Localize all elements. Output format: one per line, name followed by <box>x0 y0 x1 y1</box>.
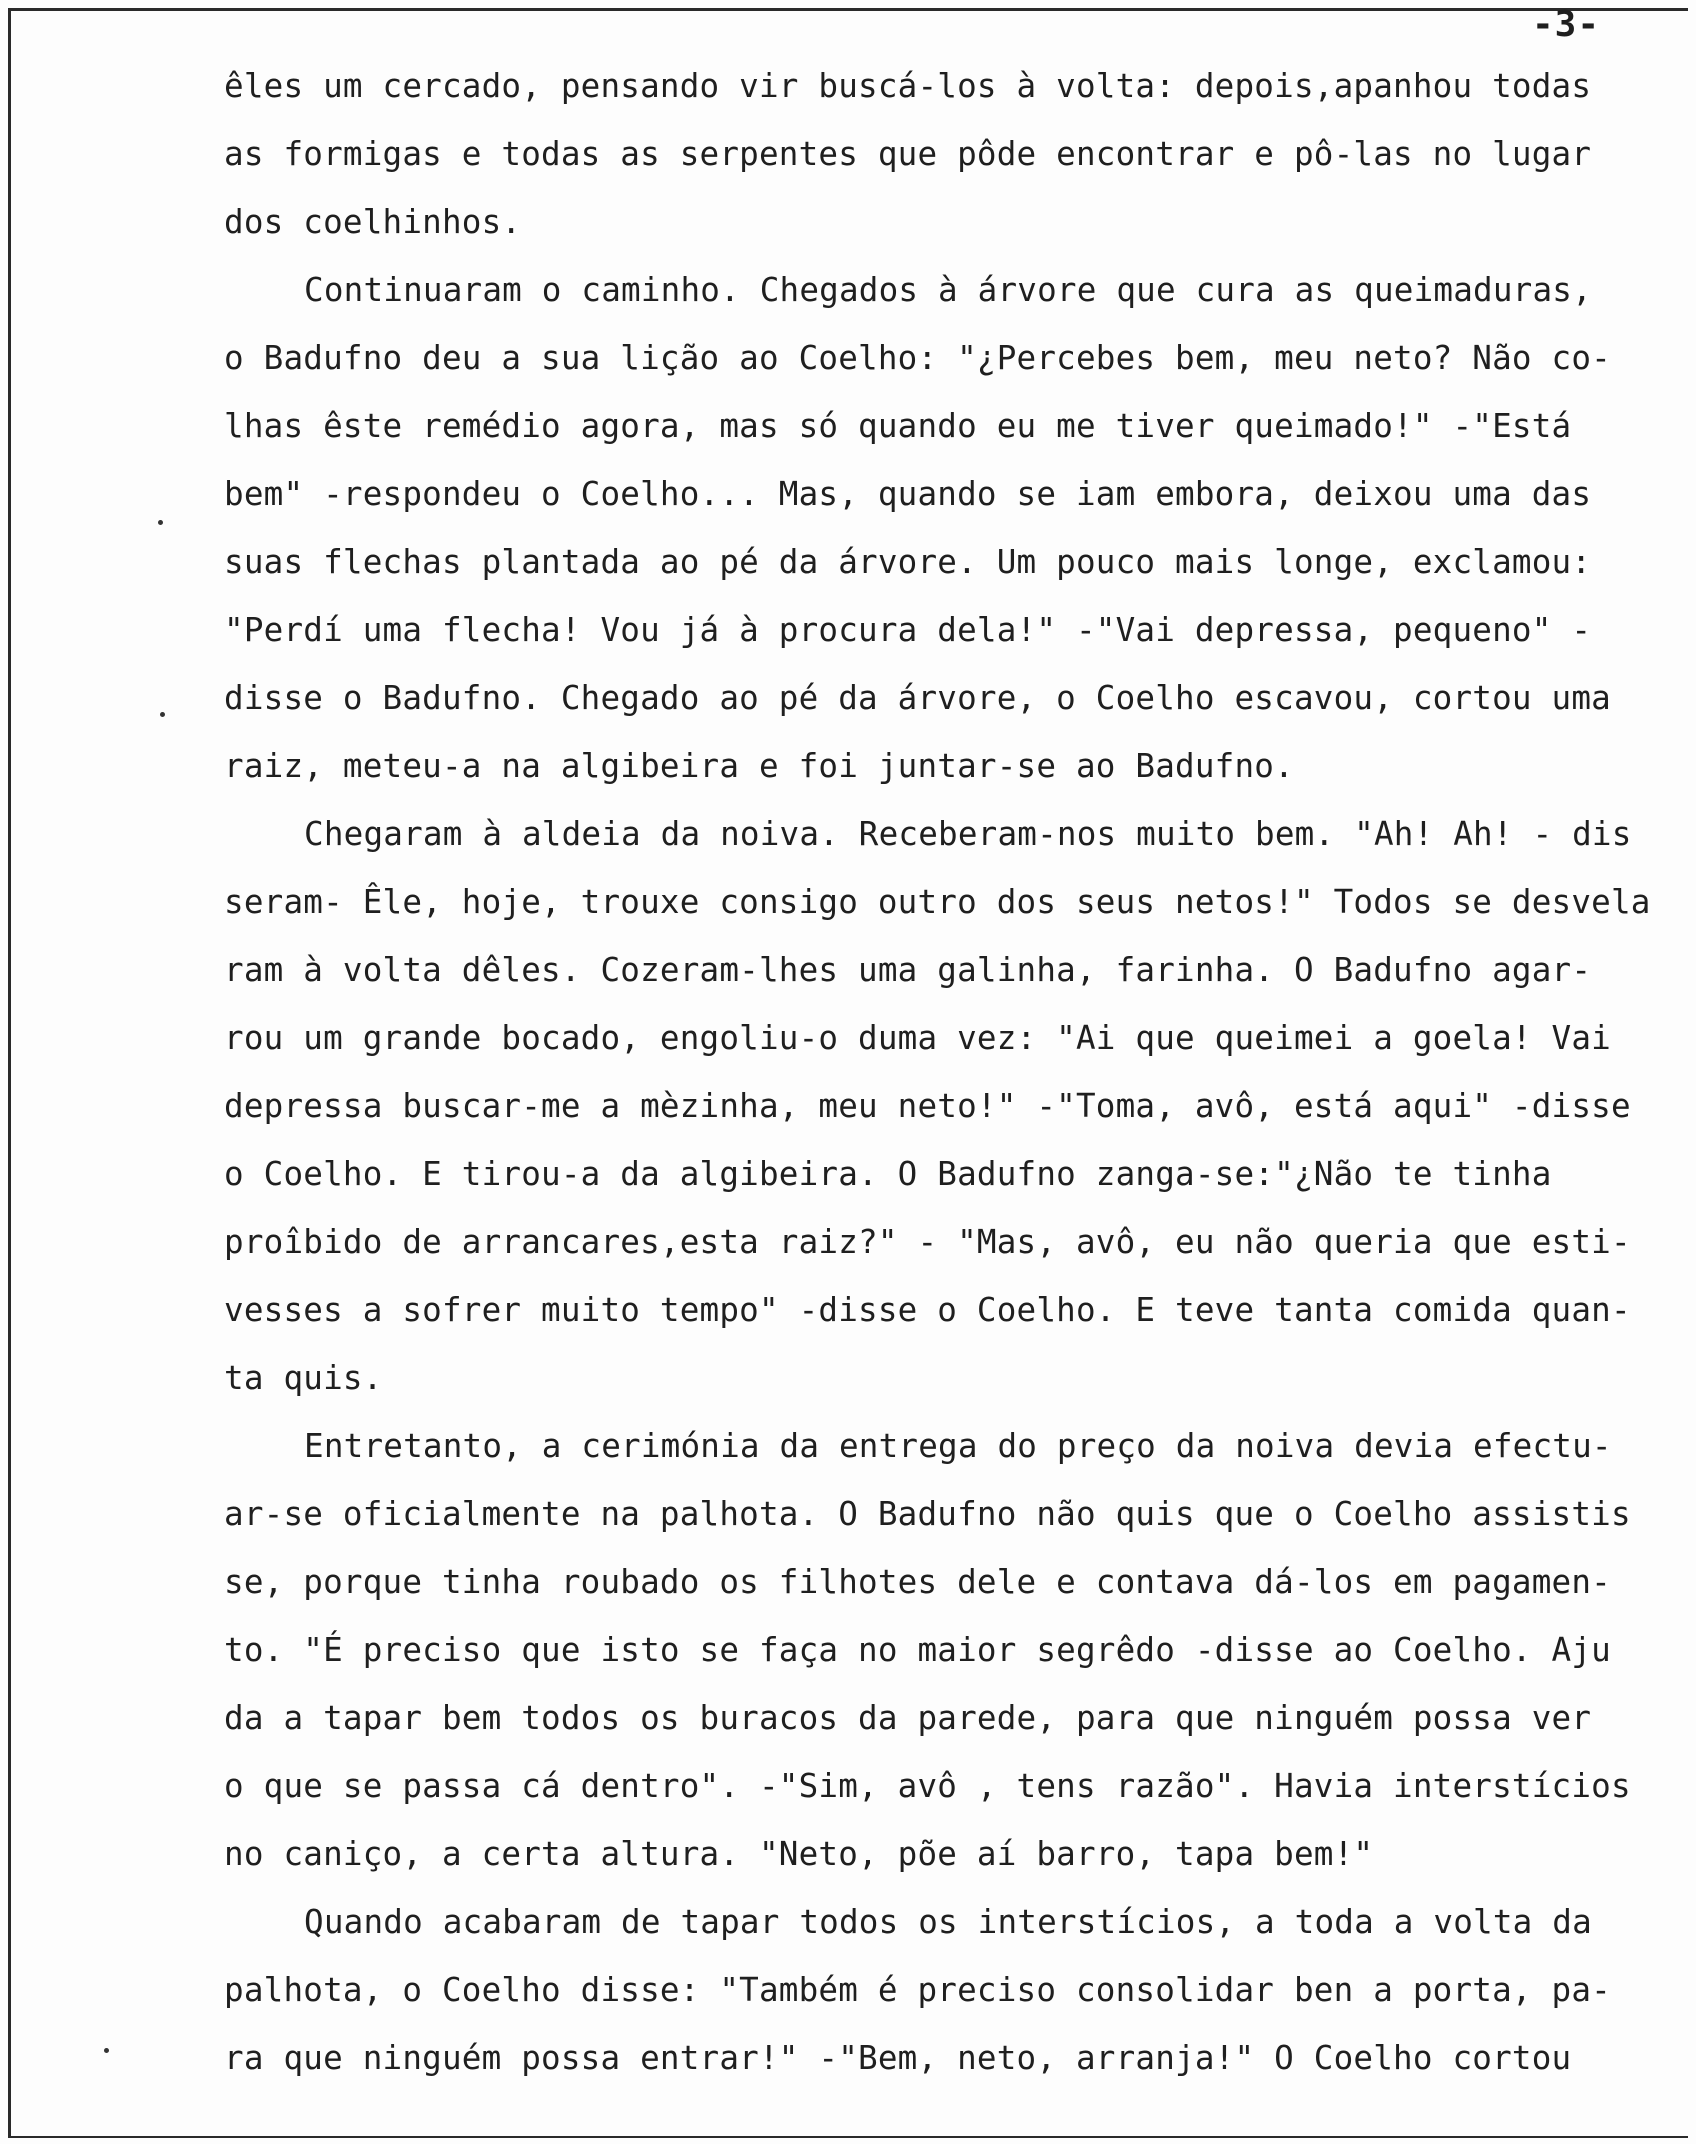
page-number: -3- <box>1532 4 1601 45</box>
text-line: ta quis. <box>224 1359 383 1397</box>
paragraph-start-line: Entretanto, a cerimónia da entrega do preço da noiva devia efectu- <box>304 1427 1612 1465</box>
text-line: "Perdí uma flecha! Vou já à procura dela!" -"Vai depressa, pequeno" - <box>224 611 1592 649</box>
text-line: proîbido de arrancares,esta raiz?" - "Mas, avô, eu não queria que esti- <box>224 1223 1631 1261</box>
paragraph-start-line: Quando acabaram de tapar todos os interstícios, a toda a volta da <box>304 1903 1592 1941</box>
text-line: disse o Badufno. Chegado ao pé da árvore, o Coelho escavou, cortou uma <box>224 679 1611 717</box>
document-body <box>224 52 1664 2092</box>
page-border-bottom <box>8 2136 1688 2138</box>
text-line: o que se passa cá dentro". -"Sim, avô , tens razão". Havia interstícios <box>224 1767 1631 1805</box>
text-line: lhas êste remédio agora, mas só quando eu me tiver queimado!" -"Está <box>224 407 1572 445</box>
margin-speck <box>104 2048 109 2053</box>
paragraph-start-line: Chegaram à aldeia da noiva. Receberam-nos muito bem. "Ah! Ah! - dis <box>304 815 1632 853</box>
page-border-left <box>8 8 11 2136</box>
text-line: da a tapar bem todos os buracos da parede, para que ninguém possa ver <box>224 1699 1592 1737</box>
text-line: êles um cercado, pensando vir buscá-los à volta: depois,apanhou todas <box>224 67 1592 105</box>
text-line: seram- Êle, hoje, trouxe consigo outro dos seus netos!" Todos se desvela <box>224 883 1651 921</box>
text-line: to. "É preciso que isto se faça no maior segrêdo -disse ao Coelho. Aju <box>224 1631 1611 1669</box>
text-line: depressa buscar-me a mèzinha, meu neto!" -"Toma, avô, está aqui" -disse <box>224 1087 1631 1125</box>
text-line: no caniço, a certa altura. "Neto, põe aí barro, tapa bem!" <box>224 1835 1374 1873</box>
text-line: ra que ninguém possa entrar!" -"Bem, neto, arranja!" O Coelho cortou <box>224 2039 1572 2077</box>
text-line: se, porque tinha roubado os filhotes dele e contava dá-los em pagamen- <box>224 1563 1611 1601</box>
text-line: bem" -respondeu o Coelho... Mas, quando se iam embora, deixou uma das <box>224 475 1592 513</box>
text-line: suas flechas plantada ao pé da árvore. Um pouco mais longe, exclamou: <box>224 543 1592 581</box>
text-line: ram à volta dêles. Cozeram-lhes uma galinha, farinha. O Badufno agar- <box>224 951 1592 989</box>
margin-speck <box>160 712 165 717</box>
margin-speck <box>158 520 163 525</box>
paragraph-start-line: Continuaram o caminho. Chegados à árvore que cura as queimaduras, <box>304 271 1592 309</box>
text-line: rou um grande bocado, engoliu-o duma vez: "Ai que queimei a goela! Vai <box>224 1019 1611 1057</box>
text-line: raiz, meteu-a na algibeira e foi juntar-se ao Badufno. <box>224 747 1294 785</box>
text-line: palhota, o Coelho disse: "Também é preciso consolidar ben a porta, pa- <box>224 1971 1611 2009</box>
page-border-top <box>8 8 1688 11</box>
text-line: vesses a sofrer muito tempo" -disse o Coelho. E teve tanta comida quan- <box>224 1291 1631 1329</box>
text-line: o Coelho. E tirou-a da algibeira. O Badufno zanga-se:"¿Não te tinha <box>224 1155 1552 1193</box>
text-line: dos coelhinhos. <box>224 203 522 241</box>
text-line: as formigas e todas as serpentes que pôde encontrar e pô-las no lugar <box>224 135 1592 173</box>
text-line: o Badufno deu a sua lição ao Coelho: "¿Percebes bem, meu neto? Não co- <box>224 339 1611 377</box>
text-line: ar-se oficialmente na palhota. O Badufno não quis que o Coelho assistis <box>224 1495 1631 1533</box>
